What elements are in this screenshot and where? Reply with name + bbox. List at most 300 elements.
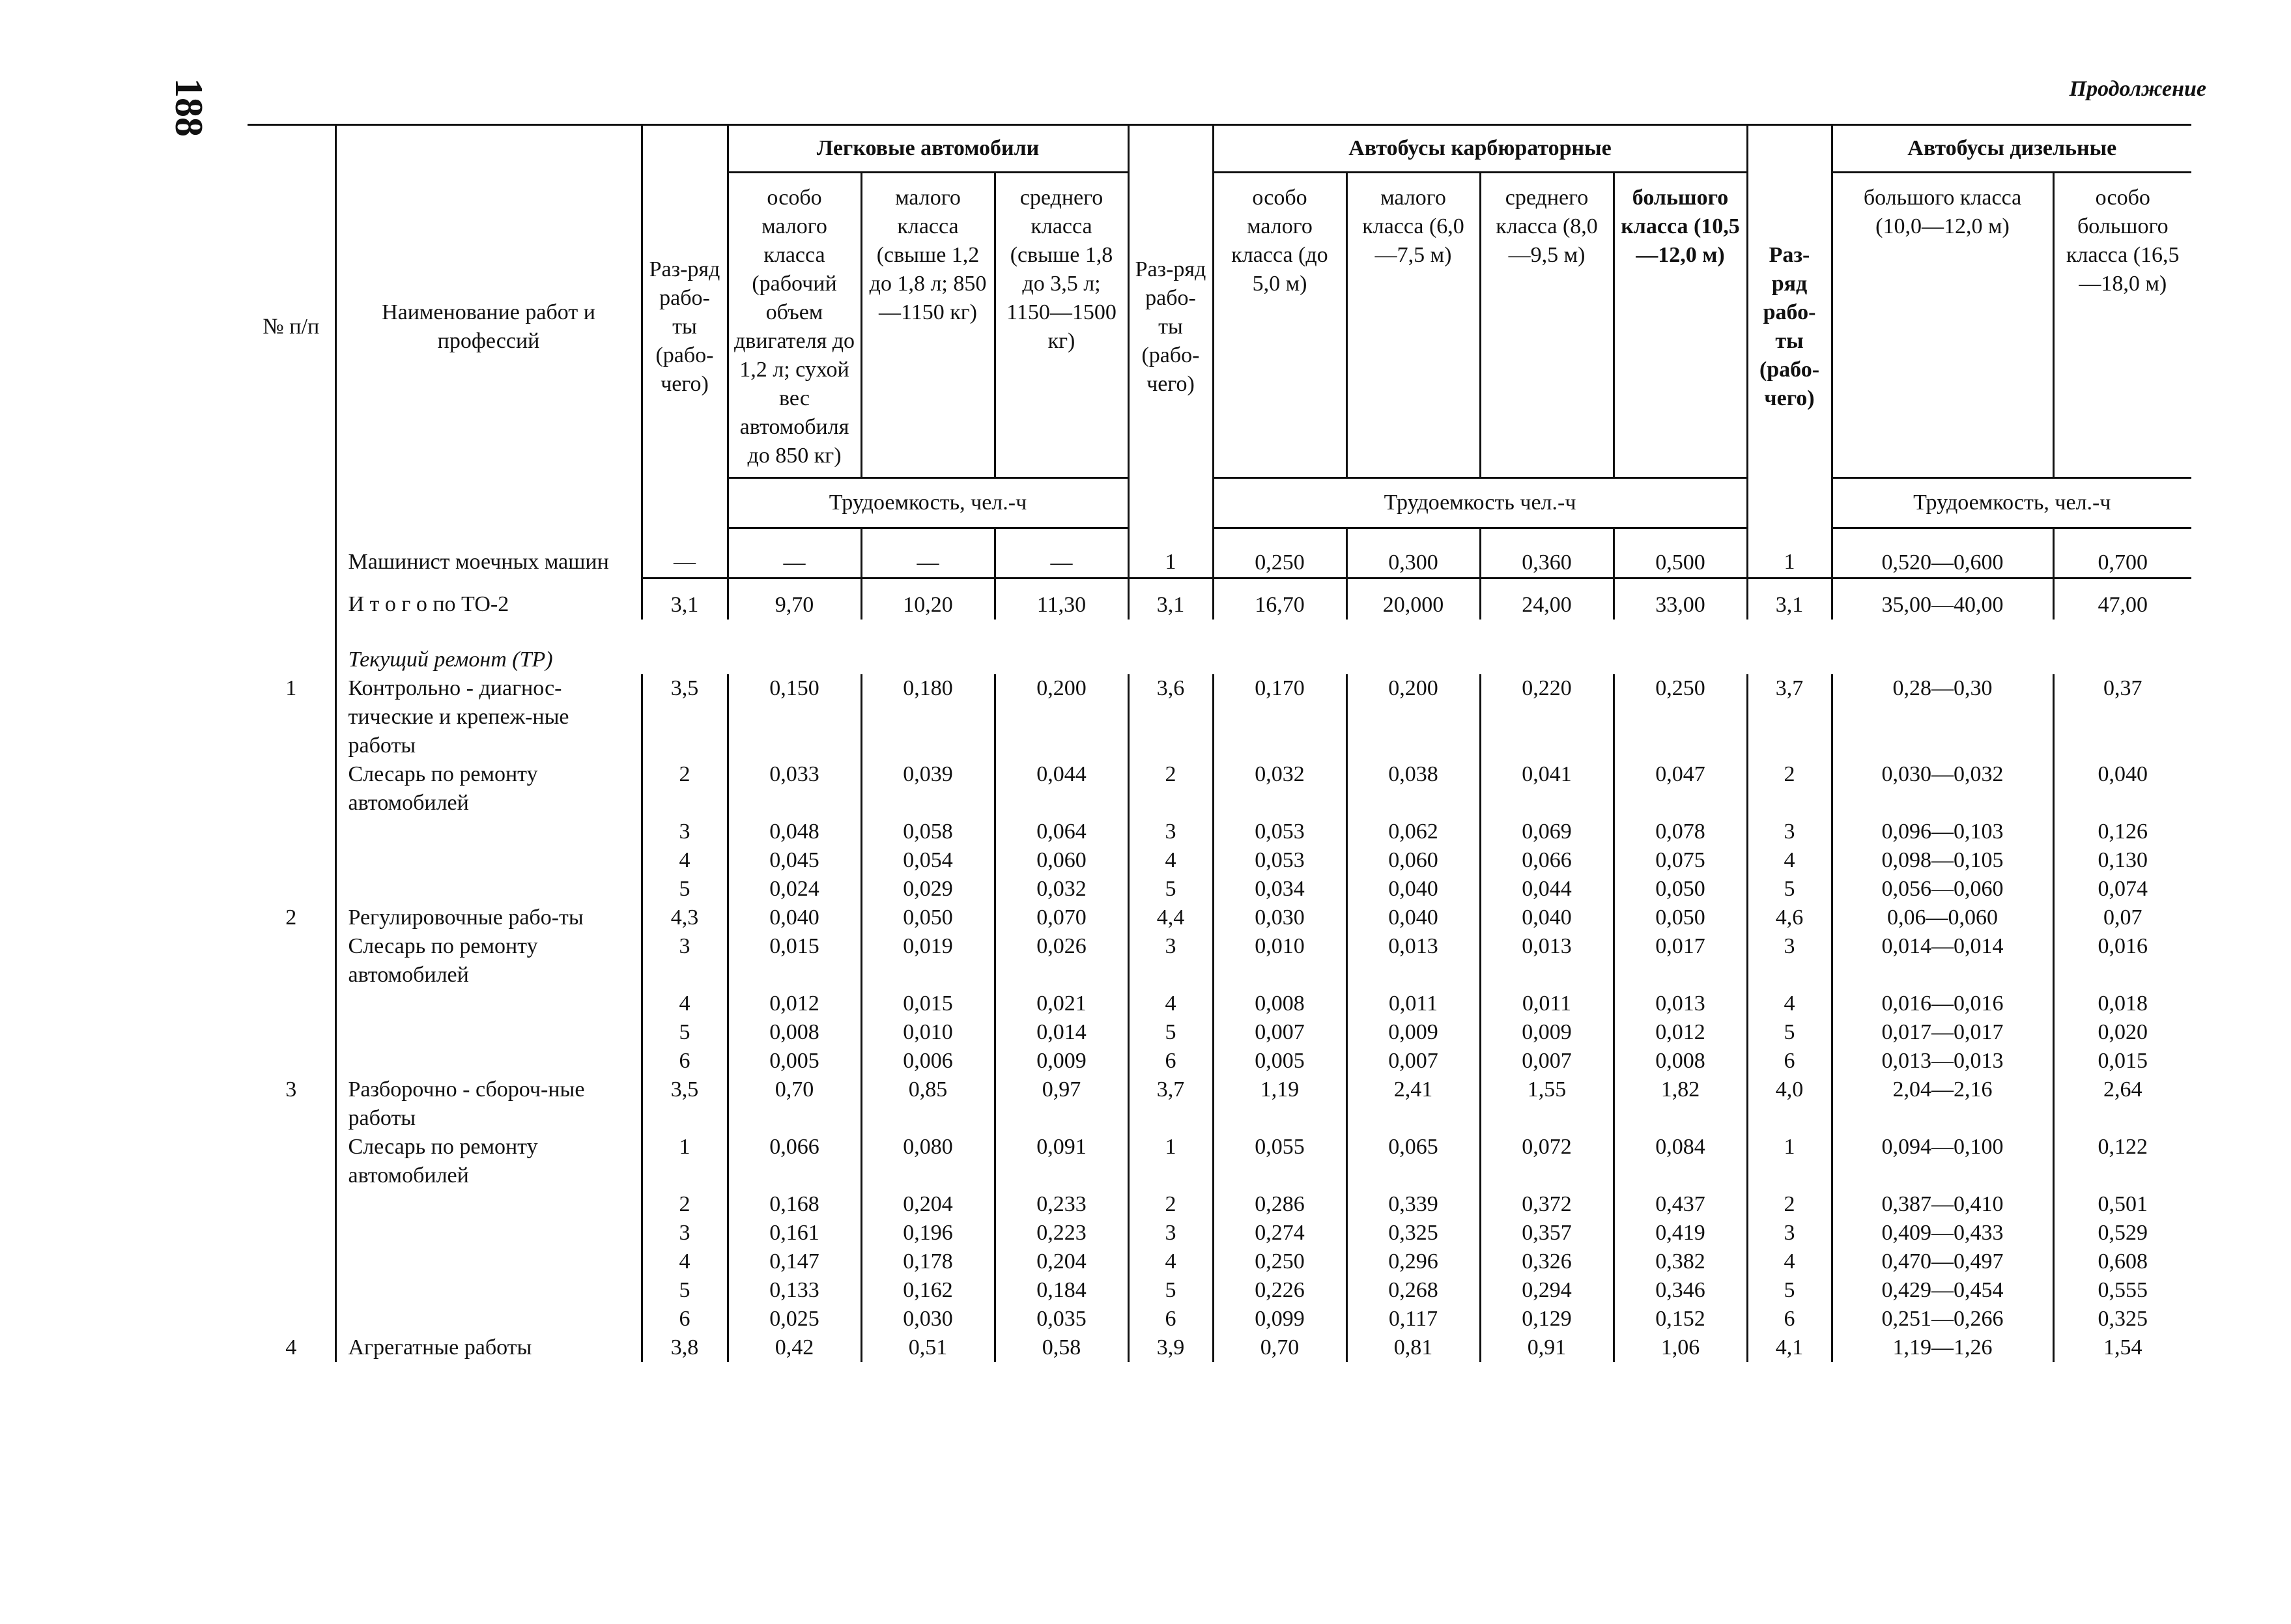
cars-value: 0,223	[995, 1219, 1128, 1247]
diesel-value: 0,470—0,497	[1832, 1247, 2053, 1276]
table-row	[248, 1276, 2191, 1305]
diesel-value: 0,018	[2053, 990, 2191, 1018]
diesel-value: 0,015	[2053, 1047, 2191, 1076]
header-labor-diesel: Трудоемкость, чел.-ч	[1832, 478, 2191, 528]
header-diesel-col-1: большого класса (10,0—12,0 м)	[1832, 173, 2053, 478]
grade-carb: 2	[1128, 760, 1213, 818]
cars-value: 10,20	[861, 578, 995, 620]
row-num	[248, 1247, 335, 1276]
carb-value: 0,129	[1480, 1305, 1614, 1333]
carb-value: 0,152	[1614, 1305, 1747, 1333]
table-row	[248, 1305, 2191, 1333]
row-num	[248, 990, 335, 1018]
diesel-value: 0,555	[2053, 1276, 2191, 1305]
grade-cars: 4,3	[642, 904, 728, 932]
header-group-cars: Легковые автомобили	[728, 125, 1128, 173]
cars-value: 0,009	[995, 1047, 1128, 1076]
diesel-value: 0,501	[2053, 1190, 2191, 1219]
row-num	[248, 1219, 335, 1247]
carb-value: 0,268	[1346, 1276, 1480, 1305]
table-row	[248, 990, 2191, 1018]
page-number: 188	[167, 78, 210, 137]
cars-value: 0,006	[861, 1047, 995, 1076]
carb-value: 0,013	[1346, 932, 1480, 990]
carb-value: 1,55	[1480, 1076, 1614, 1133]
row-num: 3	[285, 1077, 297, 1102]
cars-value: 0,58	[995, 1333, 1128, 1362]
section-title: Текущий ремонт (ТР)	[335, 620, 642, 674]
grade-cars: 4	[642, 846, 728, 875]
carb-value: 0,040	[1346, 904, 1480, 932]
diesel-value: 0,016	[2053, 932, 2191, 990]
header-labor-cars: Трудоемкость, чел.-ч	[728, 478, 1128, 528]
grade-cars: 6	[642, 1305, 728, 1333]
cars-value: 0,015	[728, 932, 861, 990]
row-num	[248, 620, 335, 674]
row-name	[335, 1219, 642, 1247]
cars-value: 0,184	[995, 1276, 1128, 1305]
carb-value: 2,41	[1346, 1076, 1480, 1133]
table-row	[248, 875, 2191, 904]
carb-value: 0,009	[1480, 1018, 1614, 1047]
carb-value: 0,286	[1213, 1190, 1346, 1219]
diesel-value: 0,429—0,454	[1832, 1276, 2053, 1305]
row-num	[248, 1305, 335, 1333]
grade-carb: 5	[1128, 875, 1213, 904]
header-name: Наименование работ и профессий	[335, 125, 642, 528]
grade-carb: 1	[1128, 528, 1213, 578]
header-carb-col-2: малого класса (6,0—7,5 м)	[1346, 173, 1480, 478]
row-num	[248, 578, 335, 620]
cars-value: 0,180	[861, 674, 995, 760]
grade-carb: 4,4	[1128, 904, 1213, 932]
diesel-value: 0,608	[2053, 1247, 2191, 1276]
grade-cars: 1	[642, 1133, 728, 1190]
cars-value: 0,040	[728, 904, 861, 932]
cars-value: 0,024	[728, 875, 861, 904]
cars-value: 0,066	[728, 1133, 861, 1190]
table-row	[248, 620, 2191, 674]
diesel-value: 0,056—0,060	[1832, 875, 2053, 904]
grade-diesel: 2	[1747, 760, 1832, 818]
grade-cars: 4	[642, 990, 728, 1018]
diesel-value: 0,130	[2053, 846, 2191, 875]
table-row	[248, 578, 2191, 620]
carb-value: 0,346	[1614, 1276, 1747, 1305]
diesel-value: 0,251—0,266	[1832, 1305, 2053, 1333]
carb-value: 0,81	[1346, 1333, 1480, 1362]
section-spacer	[642, 620, 2191, 674]
header-grade-carb: Раз-ряд рабо-ты (рабо-чего)	[1128, 125, 1213, 528]
cars-value: 0,030	[861, 1305, 995, 1333]
carb-value: 0,226	[1213, 1276, 1346, 1305]
row-num	[248, 1133, 335, 1190]
cars-value: 0,162	[861, 1276, 995, 1305]
cars-value: 0,032	[995, 875, 1128, 904]
carb-value: 0,053	[1213, 818, 1346, 846]
cars-value: 0,70	[728, 1076, 861, 1133]
carb-value: 0,008	[1614, 1047, 1747, 1076]
row-num	[248, 1190, 335, 1219]
grade-carb: 6	[1128, 1305, 1213, 1333]
diesel-value: 0,017—0,017	[1832, 1018, 2053, 1047]
cars-value: 0,51	[861, 1333, 995, 1362]
grade-carb: 2	[1128, 1190, 1213, 1219]
header-grade-cars: Раз-ряд рабо-ты (рабо-чего)	[642, 125, 728, 528]
diesel-value: 47,00	[2053, 578, 2191, 620]
grade-carb: 4	[1128, 1247, 1213, 1276]
row-num	[248, 1276, 335, 1305]
row-name: Машинист моечных машин	[335, 528, 642, 578]
diesel-value: 0,325	[2053, 1305, 2191, 1333]
header-labor-carb: Трудоемкость чел.-ч	[1213, 478, 1747, 528]
header-grade-diesel: Раз-ряд рабо-ты (рабо-чего)	[1747, 125, 1832, 528]
cars-value: 0,200	[995, 674, 1128, 760]
table-row	[248, 1047, 2191, 1076]
row-num: 4	[285, 1335, 297, 1360]
row-name	[335, 1276, 642, 1305]
carb-value: 0,032	[1213, 760, 1346, 818]
carb-value: 0,437	[1614, 1190, 1747, 1219]
diesel-value: 0,520—0,600	[1832, 528, 2053, 578]
carb-value: 33,00	[1614, 578, 1747, 620]
table-row	[248, 1247, 2191, 1276]
carb-value: 0,250	[1614, 674, 1747, 760]
carb-value: 0,382	[1614, 1247, 1747, 1276]
table-body	[248, 528, 2191, 1363]
grade-cars: 2	[642, 1190, 728, 1219]
labor-intensity-table	[248, 124, 2191, 1362]
carb-value: 0,91	[1480, 1333, 1614, 1362]
diesel-value: 0,016—0,016	[1832, 990, 2053, 1018]
grade-cars: 3	[642, 932, 728, 990]
grade-diesel: 6	[1747, 1047, 1832, 1076]
grade-carb: 3,1	[1128, 578, 1213, 620]
row-name	[335, 1305, 642, 1333]
carb-value: 0,034	[1213, 875, 1346, 904]
grade-diesel: 1	[1747, 1133, 1832, 1190]
grade-diesel: 3,1	[1747, 578, 1832, 620]
carb-value: 1,19	[1213, 1076, 1346, 1133]
carb-value: 0,055	[1213, 1133, 1346, 1190]
grade-diesel: 4	[1747, 990, 1832, 1018]
row-num	[248, 528, 335, 578]
table-row	[248, 1076, 2191, 1133]
grade-carb: 3	[1128, 818, 1213, 846]
cars-value: 0,008	[728, 1018, 861, 1047]
cars-value: 0,029	[861, 875, 995, 904]
row-num	[248, 1018, 335, 1047]
cars-value: 0,026	[995, 932, 1128, 990]
carb-value: 0,70	[1213, 1333, 1346, 1362]
cars-value: 0,204	[995, 1247, 1128, 1276]
grade-diesel: 5	[1747, 1018, 1832, 1047]
row-num: 1	[285, 676, 297, 700]
grade-carb: 5	[1128, 1018, 1213, 1047]
cars-value: 0,045	[728, 846, 861, 875]
row-name	[335, 990, 642, 1018]
carb-value: 0,005	[1213, 1047, 1346, 1076]
carb-value: 1,06	[1614, 1333, 1747, 1362]
carb-value: 0,078	[1614, 818, 1747, 846]
row-name	[335, 1190, 642, 1219]
carb-value: 0,008	[1213, 990, 1346, 1018]
carb-value: 0,220	[1480, 674, 1614, 760]
grade-diesel: 4,6	[1747, 904, 1832, 932]
row-name: Разборочно - сбороч-ные работы	[335, 1076, 642, 1133]
cars-value: 0,080	[861, 1133, 995, 1190]
cars-value: 0,42	[728, 1333, 861, 1362]
carb-value: 0,009	[1346, 1018, 1480, 1047]
table-row	[248, 818, 2191, 846]
grade-diesel: 5	[1747, 1276, 1832, 1305]
grade-cars: 6	[642, 1047, 728, 1076]
cars-value: 0,97	[995, 1076, 1128, 1133]
cars-value: 0,091	[995, 1133, 1128, 1190]
row-name	[335, 846, 642, 875]
diesel-value: 0,074	[2053, 875, 2191, 904]
grade-cars: 5	[642, 1018, 728, 1047]
row-num	[248, 1047, 335, 1076]
cars-value: 0,178	[861, 1247, 995, 1276]
header-car-col-3: среднего класса (свыше 1,8 до 3,5 л; 1150—1500 кг)	[995, 173, 1128, 478]
diesel-value: 0,030—0,032	[1832, 760, 2053, 818]
carb-value: 0,075	[1614, 846, 1747, 875]
carb-value: 0,357	[1480, 1219, 1614, 1247]
diesel-value: 0,409—0,433	[1832, 1219, 2053, 1247]
row-name	[335, 875, 642, 904]
carb-value: 0,012	[1614, 1018, 1747, 1047]
diesel-value: 0,040	[2053, 760, 2191, 818]
grade-carb: 5	[1128, 1276, 1213, 1305]
row-num	[248, 846, 335, 875]
table-row	[248, 1018, 2191, 1047]
diesel-value: 0,020	[2053, 1018, 2191, 1047]
table-row	[248, 760, 2191, 818]
carb-value: 0,066	[1480, 846, 1614, 875]
grade-diesel: 3	[1747, 1219, 1832, 1247]
carb-value: 1,82	[1614, 1076, 1747, 1133]
table-header	[248, 125, 2191, 528]
carb-value: 16,70	[1213, 578, 1346, 620]
diesel-value: 1,19—1,26	[1832, 1333, 2053, 1362]
carb-value: 0,030	[1213, 904, 1346, 932]
carb-value: 0,041	[1480, 760, 1614, 818]
cars-value: 9,70	[728, 578, 861, 620]
cars-value: 0,015	[861, 990, 995, 1018]
diesel-value: 2,04—2,16	[1832, 1076, 2053, 1133]
row-name: Регулировочные рабо-ты	[335, 904, 642, 932]
cars-value: —	[861, 528, 995, 578]
carb-value: 0,294	[1480, 1276, 1614, 1305]
grade-carb: 3,7	[1128, 1076, 1213, 1133]
cars-value: 0,150	[728, 674, 861, 760]
grade-cars: 5	[642, 875, 728, 904]
grade-diesel: 3,7	[1747, 674, 1832, 760]
grade-cars: 3,5	[642, 674, 728, 760]
carb-value: 0,250	[1213, 528, 1346, 578]
cars-value: 0,147	[728, 1247, 861, 1276]
cars-value: 0,064	[995, 818, 1128, 846]
carb-value: 0,170	[1213, 674, 1346, 760]
grade-cars: 3	[642, 818, 728, 846]
row-name: Слесарь по ремонту автомобилей	[335, 932, 642, 990]
grade-carb: 4	[1128, 990, 1213, 1018]
row-name: И т о г о по ТО-2	[335, 578, 642, 620]
row-num	[248, 760, 335, 818]
row-name	[335, 1247, 642, 1276]
carb-value: 0,013	[1480, 932, 1614, 990]
carb-value: 0,050	[1614, 875, 1747, 904]
diesel-value: 0,387—0,410	[1832, 1190, 2053, 1219]
carb-value: 0,360	[1480, 528, 1614, 578]
carb-value: 24,00	[1480, 578, 1614, 620]
cars-value: 0,233	[995, 1190, 1128, 1219]
cars-value: 0,070	[995, 904, 1128, 932]
row-name	[335, 1018, 642, 1047]
diesel-value: 0,529	[2053, 1219, 2191, 1247]
table-row	[248, 1133, 2191, 1190]
carb-value: 20,000	[1346, 578, 1480, 620]
grade-cars: 2	[642, 760, 728, 818]
carb-value: 0,050	[1614, 904, 1747, 932]
row-name: Слесарь по ремонту автомобилей	[335, 1133, 642, 1190]
cars-value: 0,060	[995, 846, 1128, 875]
diesel-value: 0,126	[2053, 818, 2191, 846]
carb-value: 0,053	[1213, 846, 1346, 875]
carb-value: 0,339	[1346, 1190, 1480, 1219]
cars-value: 0,196	[861, 1219, 995, 1247]
header-diesel-col-2: особо большого класса (16,5—18,0 м)	[2066, 186, 2180, 296]
grade-cars: 3	[642, 1219, 728, 1247]
carb-value: 0,007	[1480, 1047, 1614, 1076]
cars-value: 0,168	[728, 1190, 861, 1219]
carb-value: 0,047	[1614, 760, 1747, 818]
cars-value: 0,035	[995, 1305, 1128, 1333]
carb-value: 0,325	[1346, 1219, 1480, 1247]
row-num	[248, 875, 335, 904]
header-num: № п/п	[248, 125, 335, 528]
grade-cars: 3,8	[642, 1333, 728, 1362]
carb-value: 0,011	[1480, 990, 1614, 1018]
cars-value: 0,033	[728, 760, 861, 818]
cars-value: 0,021	[995, 990, 1128, 1018]
table-row	[248, 528, 2191, 578]
cars-value: 0,054	[861, 846, 995, 875]
carb-value: 0,300	[1346, 528, 1480, 578]
header-group-diesel: Автобусы дизельные	[1832, 125, 2191, 173]
carb-value: 0,250	[1213, 1247, 1346, 1276]
continuation-label: Продолжение	[2069, 77, 2206, 101]
row-name: Агрегатные работы	[335, 1333, 642, 1362]
diesel-value: 0,700	[2053, 528, 2191, 578]
cars-value: 0,019	[861, 932, 995, 990]
diesel-value: 0,37	[2053, 674, 2191, 760]
row-name: Контрольно - диагнос-тические и крепеж-ные работы	[335, 674, 642, 760]
carb-value: 0,084	[1614, 1133, 1747, 1190]
cars-value: 0,048	[728, 818, 861, 846]
carb-value: 0,117	[1346, 1305, 1480, 1333]
grade-carb: 1	[1128, 1133, 1213, 1190]
grade-carb: 3	[1128, 1219, 1213, 1247]
table-row	[248, 1333, 2191, 1362]
cars-value: 0,012	[728, 990, 861, 1018]
cars-value: 0,204	[861, 1190, 995, 1219]
carb-value: 0,013	[1614, 990, 1747, 1018]
diesel-value: 0,122	[2053, 1133, 2191, 1190]
table-row	[248, 674, 2191, 760]
cars-value: 0,050	[861, 904, 995, 932]
grade-diesel: 4	[1747, 1247, 1832, 1276]
diesel-value: 0,098—0,105	[1832, 846, 2053, 875]
cars-value: 0,044	[995, 760, 1128, 818]
carb-value: 0,419	[1614, 1219, 1747, 1247]
grade-diesel: 2	[1747, 1190, 1832, 1219]
row-num	[248, 818, 335, 846]
grade-diesel: 5	[1747, 875, 1832, 904]
cars-value: 0,161	[728, 1219, 861, 1247]
grade-cars: 3,1	[642, 578, 728, 620]
row-name	[335, 818, 642, 846]
carb-value: 0,296	[1346, 1247, 1480, 1276]
carb-value: 0,007	[1346, 1047, 1480, 1076]
carb-value: 0,017	[1614, 932, 1747, 990]
carb-value: 0,007	[1213, 1018, 1346, 1047]
grade-carb: 6	[1128, 1047, 1213, 1076]
row-name: Слесарь по ремонту автомобилей	[335, 760, 642, 818]
grade-cars: 4	[642, 1247, 728, 1276]
table-row	[248, 904, 2191, 932]
carb-value: 0,099	[1213, 1305, 1346, 1333]
grade-diesel: 4,1	[1747, 1333, 1832, 1362]
grade-diesel: 3	[1747, 932, 1832, 990]
diesel-value: 0,28—0,30	[1832, 674, 2053, 760]
cars-value: 0,014	[995, 1018, 1128, 1047]
header-carb-col-3: среднего класса (8,0—9,5 м)	[1480, 173, 1614, 478]
carb-value: 0,372	[1480, 1190, 1614, 1219]
carb-value: 0,326	[1480, 1247, 1614, 1276]
cars-value: —	[728, 528, 861, 578]
diesel-value: 0,06—0,060	[1832, 904, 2053, 932]
grade-diesel: 4	[1747, 846, 1832, 875]
carb-value: 0,062	[1346, 818, 1480, 846]
diesel-value: 0,014—0,014	[1832, 932, 2053, 990]
row-name	[335, 1047, 642, 1076]
carb-value: 0,274	[1213, 1219, 1346, 1247]
grade-cars: 5	[642, 1276, 728, 1305]
carb-value: 0,040	[1346, 875, 1480, 904]
carb-value: 0,044	[1480, 875, 1614, 904]
cars-value: —	[995, 528, 1128, 578]
header-group-carb: Автобусы карбюраторные	[1213, 125, 1747, 173]
cars-value: 11,30	[995, 578, 1128, 620]
header-carb-col-4: большого класса (10,5—12,0 м)	[1614, 173, 1747, 478]
grade-carb: 3,6	[1128, 674, 1213, 760]
carb-value: 0,011	[1346, 990, 1480, 1018]
cars-value: 0,010	[861, 1018, 995, 1047]
grade-diesel: 1	[1747, 528, 1832, 578]
table-row	[248, 1190, 2191, 1219]
cars-value: 0,025	[728, 1305, 861, 1333]
carb-value: 0,038	[1346, 760, 1480, 818]
grade-diesel: 3	[1747, 818, 1832, 846]
carb-value: 0,040	[1480, 904, 1614, 932]
diesel-value: 0,07	[2053, 904, 2191, 932]
header-car-col-1: особо малого класса (рабочий объем двигателя до 1,2 л; сухой вес автомобиля до 850 кг)	[728, 173, 861, 478]
diesel-value: 0,013—0,013	[1832, 1047, 2053, 1076]
carb-value: 0,065	[1346, 1133, 1480, 1190]
carb-value: 0,200	[1346, 674, 1480, 760]
